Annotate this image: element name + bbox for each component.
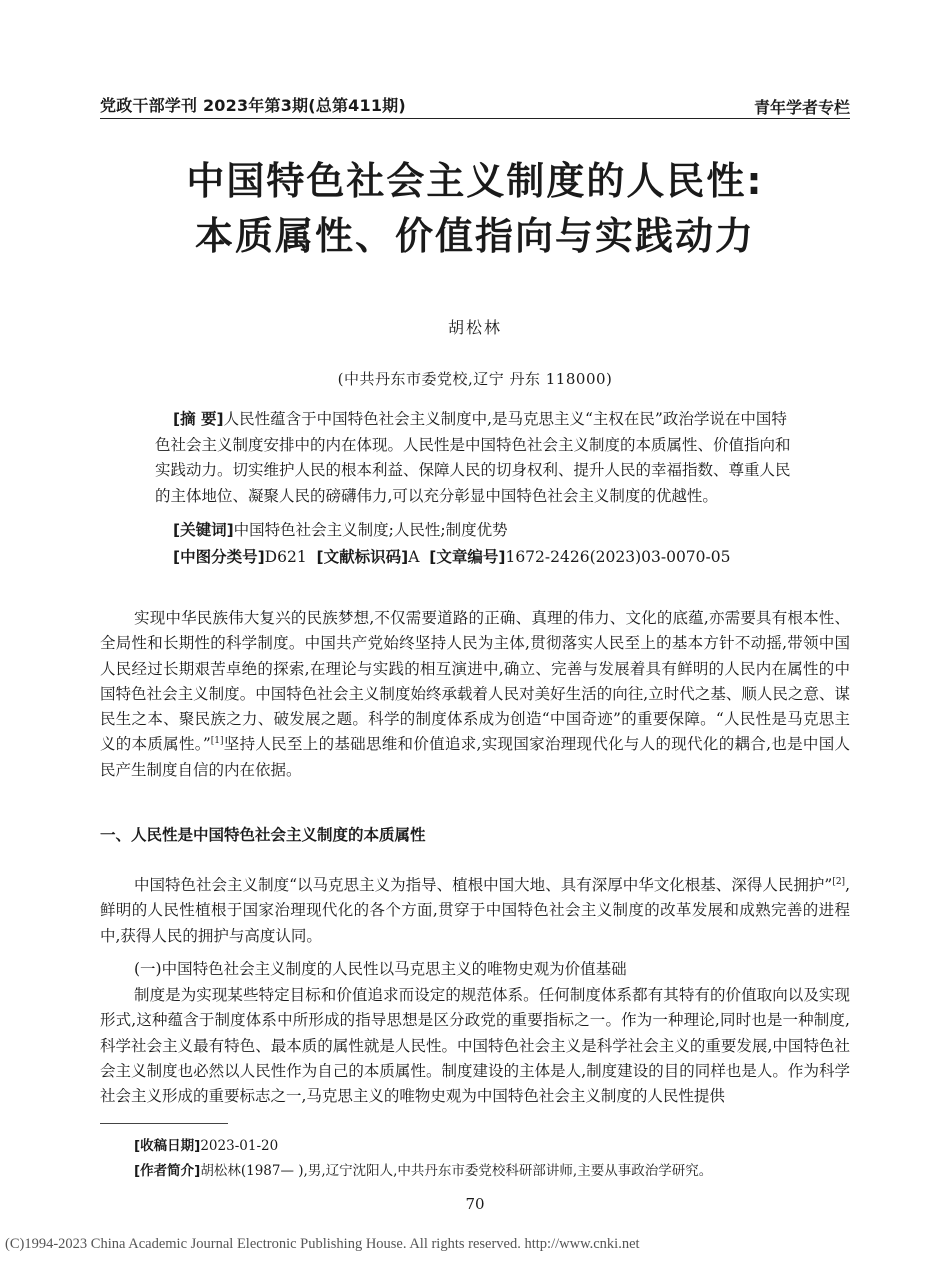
section1-text-b: ,鲜明的人民性植根于国家治理现代化的各个方面,贯穿于中国特色社会主义制度的改革发展和成熟完善的进程中,获得人民的拥护与高度认同。	[100, 876, 850, 945]
section-heading-1: 一、人民性是中国特色社会主义制度的本质属性	[100, 826, 426, 844]
doc-code-value: A	[408, 548, 420, 566]
article-title-line-2: 本质属性、价值指向与实践动力	[194, 214, 755, 258]
footnote-received	[134, 1134, 278, 1154]
author-affiliation: (中共丹东市委党校,辽宁 丹东 118000)	[337, 370, 613, 388]
keywords-text: 中国特色社会主义制度;人民性;制度优势	[233, 521, 508, 539]
bio-label: [作者简介]	[134, 1163, 201, 1179]
received-date: 2023-01-20	[200, 1138, 279, 1154]
copyright-notice: (C)1994-2023 China Academic Journal Electronic Publishing House. All rights reserved. http://www.cnki.net	[5, 1236, 640, 1252]
intro-text-b: 坚持人民至上的基础思维和价值追求,实现国家治理现代化与人的现代化的耦合,也是中国人民产生制度自信的内在依据。	[100, 735, 850, 779]
footnote-rule	[100, 1123, 228, 1124]
clc-value: D621	[264, 548, 307, 566]
citation-ref-1: [1]	[210, 736, 224, 747]
author-name: 胡松林	[447, 318, 502, 337]
intro-paragraph	[100, 606, 850, 783]
header-rule	[100, 118, 850, 119]
intro-text-a: 实现中华民族伟大复兴的民族梦想,不仅需要道路的正确、真理的伟力、文化的底蕴,亦需要具有根本性、全局性和长期性的科学制度。中国共产党始终坚持人民为主体,贯彻落实人民至上的基本方针不动摇,带领中国人民经过长期艰苦卓绝的探索,在理论与实践的相互演进中,确立、完善与发展着具有鲜明的人民内在属性的中国特色社会主义制度。中国特色社会主义制度始终承载着人民对美好生活的向往,立时代之基、顺人民之意、谋民生之本、聚民族之力、破发展之题。科学的制度体系成为创造“中国奇迹”的重要保障。“人民性是马克思主义的本质属性。”	[100, 609, 850, 754]
bio-text: 胡松林(1987— ),男,辽宁沈阳人,中共丹东市委党校科研部讲师,主要从事政治学研究。	[200, 1163, 713, 1179]
article-title-line-1: 中国特色社会主义制度的人民性:	[186, 159, 764, 203]
article-no-label: [文章编号]	[429, 548, 506, 566]
section1-text-a: 中国特色社会主义制度“以马克思主义为指导、植根中国大地、具有深厚中华文化根基、深得人民拥护”	[134, 876, 833, 894]
footnote-author-bio	[134, 1159, 712, 1179]
clc-label: [中图分类号]	[173, 548, 265, 566]
keywords	[173, 518, 813, 544]
subsection-heading-1: (一)中国特色社会主义制度的人民性以马克思主义的唯物史观为价值基础	[134, 960, 627, 978]
abstract	[155, 407, 795, 509]
abstract-label: [摘 要]	[173, 410, 224, 428]
doc-code-label: [文献标识码]	[316, 548, 409, 566]
citation-ref-2: [2]	[832, 876, 846, 887]
received-label: [收稿日期]	[134, 1138, 201, 1154]
article-no-value: 1672-2426(2023)03-0070-05	[505, 548, 731, 566]
page-number: 70	[465, 1195, 485, 1213]
keywords-label: [关键词]	[173, 521, 234, 539]
classification-line	[173, 545, 813, 571]
section1-paragraph	[100, 873, 850, 949]
subsection1-paragraph: 制度是为实现某些特定目标和价值追求而设定的规范体系。任何制度体系都有其特有的价值取向以及实现形式,这种蕴含于制度体系中所形成的指导思想是区分政党的重要指标之一。作为一种理论,同时也是一种制度,科学社会主义最有特色、最本质的属性就是人民性。中国特色社会主义是科学社会主义的重要发展,中国特色社会主义制度也必然以人民性作为自己的本质属性。制度建设的主体是人,制度建设的目的同样也是人。作为科学社会主义形成的重要标志之一,马克思主义的唯物史观为中国特色社会主义制度的人民性提供	[100, 986, 850, 1106]
journal-header: 党政干部学刊 2023年第3期(总第411期)	[100, 96, 406, 115]
column-name: 青年学者专栏	[753, 98, 850, 117]
abstract-text: 人民性蕴含于中国特色社会主义制度中,是马克思主义“主权在民”政治学说在中国特色社会主义制度安排中的内在体现。人民性是中国特色社会主义制度的本质属性、价值指向和实践动力。切实维护人民的根本利益、保障人民的切身权利、提升人民的幸福指数、尊重人民的主体地位、凝聚人民的磅礴伟力,可以充分彰显中国特色社会主义制度的优越性。	[155, 410, 791, 505]
